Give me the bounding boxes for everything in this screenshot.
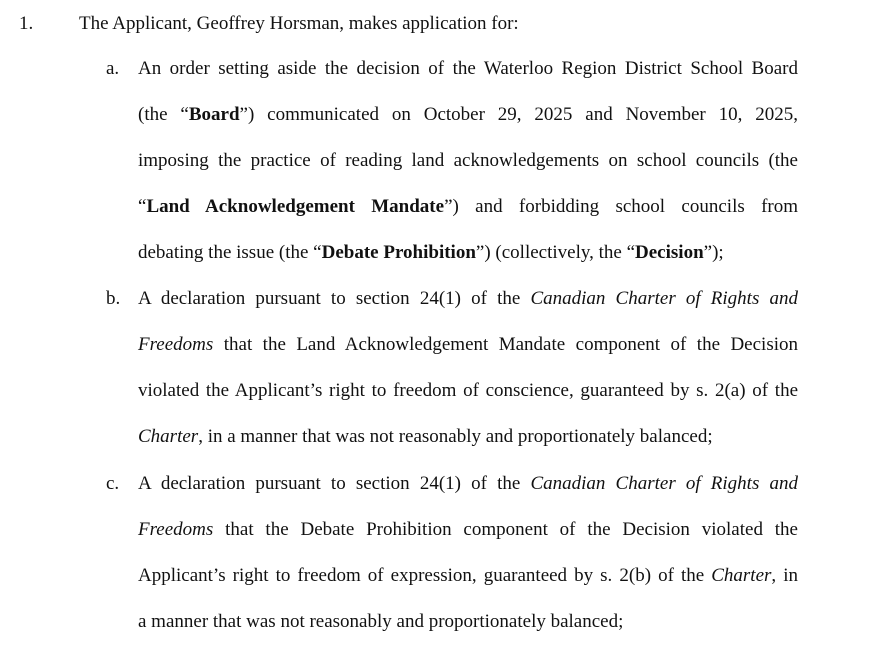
- text-line: [138, 507, 798, 553]
- text-run: ”) (collectively, the “: [475, 242, 636, 263]
- text-line: [138, 553, 798, 599]
- text-line: [138, 461, 798, 507]
- text-line: [138, 46, 798, 92]
- text-line: [138, 138, 798, 184]
- italic-text: Canadian Charter of Rights and: [530, 473, 798, 494]
- text-run: a manner that was not reasonably and proportionately balanced;: [138, 611, 624, 632]
- italic-text: Freedoms: [138, 334, 214, 355]
- paragraph-intro: The Applicant, Geoffrey Horsman, makes application for:: [79, 13, 519, 34]
- text-run: (the “: [138, 104, 189, 125]
- italic-text: Charter: [711, 565, 772, 586]
- text-run: that the Land Acknowledgement Mandate component of the Decision: [213, 334, 798, 355]
- sub-item-text: [138, 461, 798, 645]
- text-run: A declaration pursuant to section 24(1) of the: [138, 288, 531, 309]
- text-run: debating the issue (the “: [138, 242, 322, 263]
- paragraph-number: 1.: [19, 13, 34, 34]
- text-run: A declaration pursuant to section 24(1) of the: [138, 473, 531, 494]
- text-line: [138, 92, 798, 138]
- italic-text: Canadian Charter of Rights and: [530, 288, 798, 309]
- defined-term: Debate Prohibition: [321, 242, 476, 263]
- defined-term: Board: [188, 104, 240, 125]
- text-line: [138, 230, 798, 276]
- italic-text: Freedoms: [138, 519, 214, 540]
- text-line: [138, 322, 798, 368]
- sub-item-label: c.: [106, 473, 120, 494]
- sub-item-text: [138, 46, 798, 276]
- text-run: ”) communicated on October 29, 2025 and November 10, 2025,: [239, 104, 798, 125]
- text-run: ”);: [703, 242, 724, 263]
- text-run: ”) and forbidding school councils from: [444, 196, 799, 217]
- italic-text: Charter: [138, 426, 199, 447]
- defined-term: Land Acknowledgement Mandate: [146, 196, 445, 217]
- text-run: violated the Applicant’s right to freedom of conscience, guaranteed by s. 2(a) of the: [138, 380, 798, 401]
- text-run: Applicant’s right to freedom of expression, guaranteed by s. 2(b) of the: [138, 565, 712, 586]
- sub-item-label: b.: [106, 288, 121, 309]
- defined-term: Decision: [635, 242, 704, 263]
- text-run: , in a manner that was not reasonably and proportionately balanced;: [198, 426, 713, 447]
- text-run: An order setting aside the decision of the Waterloo Region District School Board: [138, 58, 798, 79]
- text-run: that the Debate Prohibition component of the Decision violated the: [213, 519, 798, 540]
- sub-item-text: [138, 276, 798, 460]
- text-line: [138, 276, 798, 322]
- text-run: imposing the practice of reading land acknowledgements on school councils (the: [138, 150, 798, 171]
- sub-item-label: a.: [106, 58, 120, 79]
- text-line: [138, 368, 798, 414]
- text-run: , in: [771, 565, 799, 586]
- text-line: [138, 184, 798, 230]
- text-line: [138, 414, 798, 460]
- text-line: [138, 599, 798, 645]
- text-run: “: [138, 196, 147, 217]
